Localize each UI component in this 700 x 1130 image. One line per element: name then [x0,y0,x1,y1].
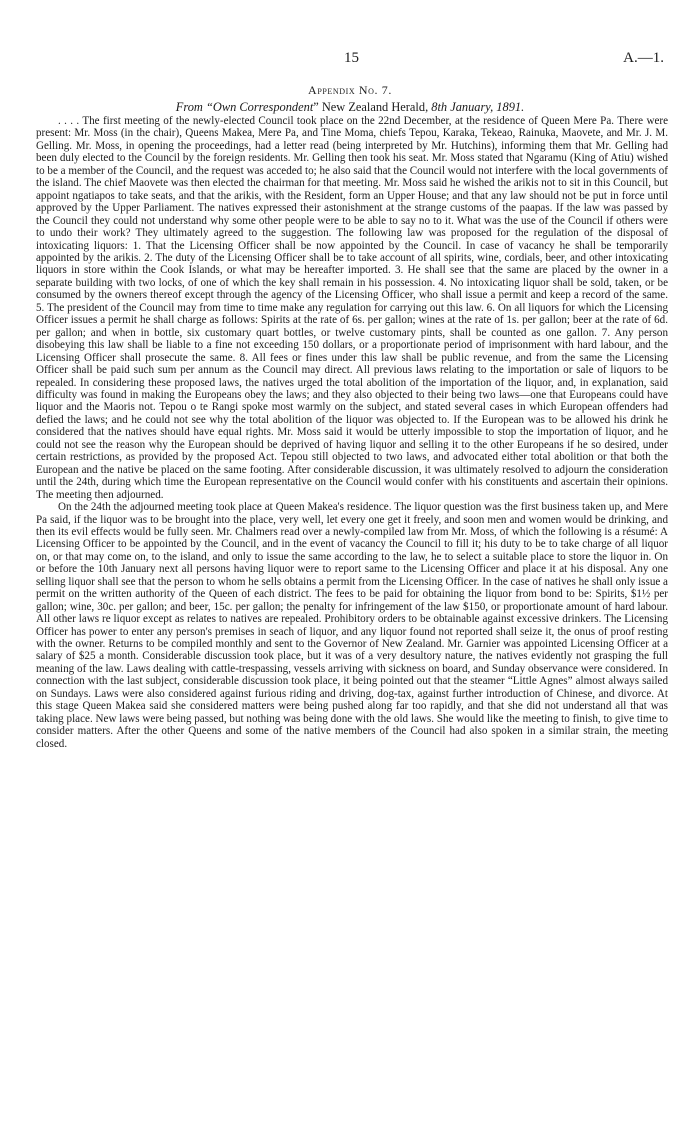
source-correspondent: Own Correspondent [212,100,314,114]
appendix-title: Appendix No. 7. [308,83,392,97]
document-reference: A.—1. [623,50,664,66]
article-body [36,115,668,750]
source-middle: ” New Zealand Herald, [313,100,432,114]
source-line [0,100,700,115]
page-header [0,50,700,70]
source-prefix: From “ [175,100,213,114]
source-date: 8th January, 1891. [431,100,525,114]
page-number: 15 [344,50,359,66]
paragraph-adjourned-meeting: On the 24th the adjourned meeting took place at Queen Makea's residence. The liquor question was the first business taken up, and Mere Pa said, if the liquor was to be brought into the place, very well, let every one get it freely, and soon men and women would be drinking, and then its evil effects would be fully seen. Mr. Chalmers read over a newly-compiled law from Mr. Moss, of which the following is a résumé: A Licensing Officer to be appointed by the Council, and in the event of vacancy the Council to fill it; his duty to be to take charge of all liquor on, or that may come on, to the island, and only to issue the same according to the law, he to select a suitable place to store the liquor in. On or before the 10th January next all persons having liquor were to report same to the Licensing Officer and place it at his disposal. Any one selling liquor shall see that the person to whom he sells obtains a permit from the Licensing Officer. In the case of natives he shall only issue a permit on the written authority of the Queen of each district. The fees to be paid for obtaining the liquor from bond to be: Spirits, $1½ per gallon; wine, 30c. per gallon; and beer, 15c. per gallon; the penalty for infringement of the law $150, or proportionate amount of hard labour. All other laws re liquor except as relates to natives are repealed. Prohibitory orders to be obtainable against excessive drinkers. The Licensing Officer has power to enter any person's premises in seach of liquor, and any liquor found not reported shall seize it, the onus of proof resting with the owner. Returns to be compiled monthly and sent to the Governor of New Zealand. Mr. Garnier was appointed Licensing Officer at a salary of $25 a month. Considerable discussion took place, but it was of a very desultory nature, the natives evidently not grasping the full meaning of the law. Laws dealing with cattle-trespassing, vessels arriving with sickness on board, and Sunday observance were considered. In connection with the last subject, considerable discussion took place, it being pointed out that the steamer “Little Agnes” almost always sailed on Sundays. Laws were also considered against furious riding and driving, dog-tax, against further introduction of Chinese, and divorce. At this stage Queen Makea said she considered matters were being pushed along far too rapidly, and that she did not understand all that was taking place. New laws were being passed, but nothing was being done with the old laws. She would like the meeting to finish, to give time to consider matters. After the other Queens and some of the native members of the Council had also spoken in a similar strain, the meeting closed. [36,501,668,750]
paragraph-first-meeting: . . . . The first meeting of the newly-elected Council took place on the 22nd December, at the residence of Queen Mere Pa. There were present: Mr. Moss (in the chair), Queens Makea, Mere Pa, and Tine Moma, chiefs Tepou, Karaka, Tekeao, Rainuka, Maovete, and Mr. J. M. Gelling. Mr. Moss, in opening the proceedings, had a letter read (being interpreted by Mr. Hutchins), informing them that Mr. Gelling had been duly elected to the Council by the foreign residents. Mr. Gelling then took his seat. Mr. Moss stated that Ngaramu (King of Atiu) wished to be a member of the Council, and the request was acceded to; he also said that the Council would not interfere with the local governments of the island. The chief Maovete was then elected the chairman for that meeting. Mr. Moss said he wished the arikis not to sit in this Council, but appoint ngatiapos to take seats, and that the arikis, with the Resident, form an Upper House; and that any law should not be put in force until approved by the Upper Parliament. The natives expressed their astonishment at the strange customs of the paapas. If the law was passed by the Council they could not understand why some other people were to be able to say no to it. What was the use of the Council if others were to undo their work? They ultimately agreed to the suggestion. The following law was proposed for the regulation of the disposal of intoxicating liquors: 1. That the Licensing Officer shall be now appointed by the Council. In case of vacancy he shall be temporarily appointed by the arikis. 2. The duty of the Licensing Officer shall be to take account of all spirits, wine, cordials, beer, and other intoxicating liquors in store within the Cook Islands, or what may be hereafter imported. 3. He shall see that the same are placed by the owner in a separate building with two locks, of one of which the key shall remain in his possession. 4. No intoxicating liquor shall be sold, taken, or be consumed by the owners thereof except through the agency of the Licensing Officer, who shall issue a permit and keep a record of the same. 5. The president of the Council may from time to time make any regulation for carrying out this law. 6. On all liquors for which the Licensing Officer issues a permit he shall charge as follows: Spirits at the rate of 6s. per gallon; wines at the rate of 1s. per gallon; beer at the rate of 6d. per gallon; and when in bottle, six customary quart bottles, or twelve customary pints, shall be counted as one gallon. 7. Any person disobeying this law shall be liable to a fine not exceeding 150 dollars, or a proportionate period of imprisonment with hard labour, and the Licensing Officer shall prosecute the same. 8. All fees or fines under this law shall be public revenue, and from the same the Licensing Officer shall be paid such sum per annum as the Council may direct. All previous laws relating to the importation or sale of liquors to be repealed. In considering these proposed laws, the natives urged the total abolition of the importation of the liquor, and, in explanation, said difficulty was found in making the Europeans obey the laws; and they also objected to their being two laws—one that Europeans could have liquor and the Maoris not. Tepou o te Rangi spoke most warmly on the subject, and stated several cases in which European offenders had defied the laws; and he could not see why the total abolition of the liquor was objected to. If the European was to be allowed his drink he considered that the natives should have equal rights. Mr. Moss said it would be utterly impossible to stop the importation of liquor, and he could not see the reason why the European should be deprived of having liquor and selling it to the other Europeans if he so desired, under certain restrictions, as provided by the proposed Act. Tepou still objected to two laws, and advocated either total abolition or that both the European and the native be placed on the same footing. After considerable discussion, it was ultimately resolved to adjourn the consideration until the 24th, during which time the European representative on the Council would confer with his constituents and ascertain their opinions. The meeting then adjourned. [36,115,668,501]
